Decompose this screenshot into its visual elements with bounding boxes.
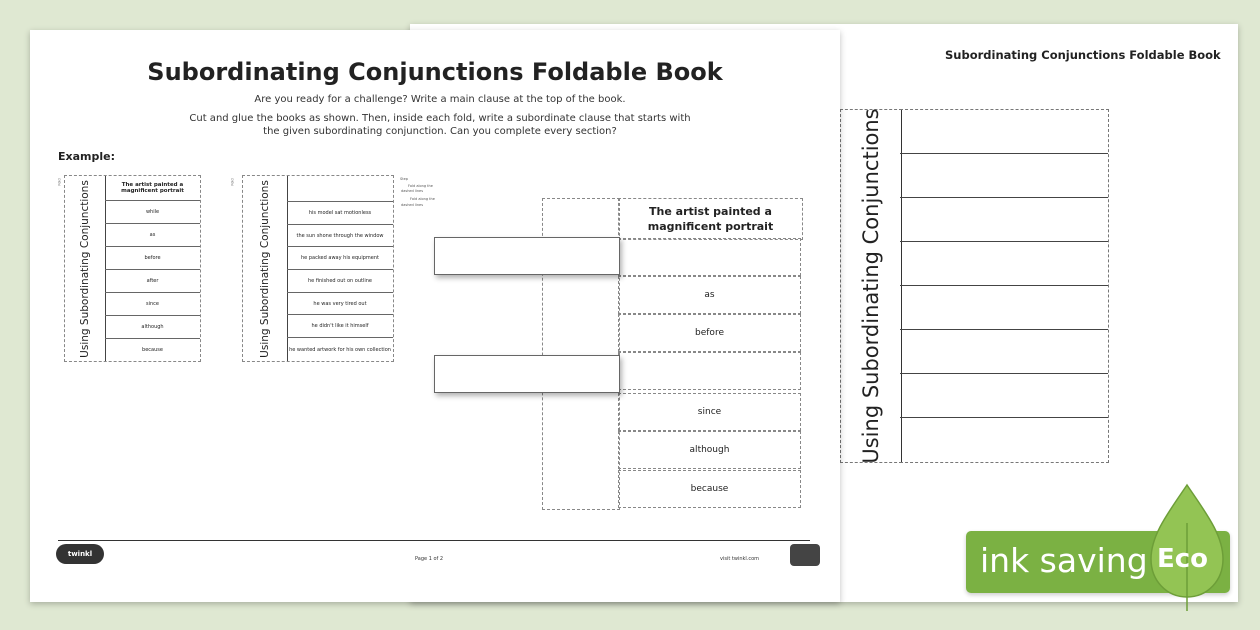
example-book-1-spine-label: Using Subordinating Conjunctions xyxy=(79,179,91,358)
fold-flap xyxy=(434,355,620,393)
example-book-1-row: after xyxy=(105,270,200,293)
worksheet-page-1 xyxy=(30,30,840,602)
twinkl-badge-icon xyxy=(790,544,820,566)
book-rows xyxy=(900,109,1109,463)
site-link: visit twinkl.com xyxy=(720,556,760,562)
page-2-header: Subordinating Conjunctions Foldable Book xyxy=(945,48,1221,62)
example-book-2-row: he packed away his equipment xyxy=(287,247,393,270)
example-book-1-row: because xyxy=(142,347,163,353)
fold-example-row: although xyxy=(618,431,801,469)
book-row xyxy=(900,374,1108,418)
book-row xyxy=(900,110,1108,154)
example-book-1-row: since xyxy=(105,293,200,316)
example-book-1-row: as xyxy=(105,224,200,247)
twinkl-logo: twinkl xyxy=(56,544,104,564)
example-book-2-row: he finished out on outline xyxy=(287,270,393,293)
example-book-2-row: his model sat motionless xyxy=(287,202,393,225)
ink-saving-label: ink saving xyxy=(980,541,1148,580)
example-label: Example: xyxy=(58,150,115,163)
page-number: Page 1 of 2 xyxy=(415,556,444,562)
example-book-2-spine-label: Using Subordinating Conjunctions xyxy=(259,179,271,358)
example-book-1-row: while xyxy=(105,201,200,224)
example-book-1-header: The artist painted a magnificent portrait xyxy=(105,176,200,201)
book-row xyxy=(900,330,1108,374)
fold-example-header: The artist painted a magnificent portrait xyxy=(618,198,803,240)
book-row xyxy=(900,198,1108,242)
example-book-2-spine xyxy=(243,176,288,361)
instruction-1: Are you ready for a challenge? Write a main clause at the top of the book. xyxy=(254,94,626,105)
book-row xyxy=(900,418,1108,462)
example-book-1 xyxy=(64,175,201,362)
example-book-1-row: although xyxy=(105,316,200,339)
step-note: dashed lines xyxy=(401,203,424,207)
book-spine xyxy=(840,109,902,463)
example-book-2 xyxy=(242,175,394,362)
example-book-1-spine xyxy=(65,176,106,361)
fold-example-row: before xyxy=(618,314,801,352)
book-row xyxy=(900,286,1108,330)
book-spine-label: Using Subordinating Conjunctions xyxy=(859,108,883,464)
step-note: Fold along the xyxy=(410,197,435,201)
eco-label: Eco xyxy=(1157,544,1209,574)
instruction-2: Cut and glue the books as shown. Then, inside each fold, write a subordinate clause that starts with the given subordinating conjunction. Can you complete every section? xyxy=(189,113,691,137)
fold-example-row xyxy=(618,352,801,390)
fold-example-row: as xyxy=(618,276,801,314)
example-book-2-row: the sun shone through the window xyxy=(287,225,393,248)
example-book-2-header xyxy=(287,176,393,202)
fold-example-row xyxy=(618,238,801,276)
fold-example-row: because xyxy=(618,470,801,508)
step-note: Step xyxy=(400,177,408,181)
example-book-2-row: he didn't like it himself xyxy=(287,316,393,339)
example-book-2-row: he wanted artwork for his own collection xyxy=(289,346,391,353)
fold-side-label: Fold xyxy=(57,178,62,186)
example-book-1-row: before xyxy=(105,247,200,270)
fold-side-label: Fold xyxy=(230,178,235,186)
fold-flap xyxy=(434,237,620,275)
example-book-2-row: he was very tired out xyxy=(287,293,393,316)
worksheet-title: Subordinating Conjunctions Foldable Book xyxy=(147,58,723,86)
footer-divider xyxy=(58,540,810,541)
book-row xyxy=(900,154,1108,198)
fold-example-row: since xyxy=(618,393,801,431)
book-row xyxy=(900,242,1108,286)
step-note: Fold along the xyxy=(408,184,433,188)
step-note: dashed lines xyxy=(401,189,424,193)
